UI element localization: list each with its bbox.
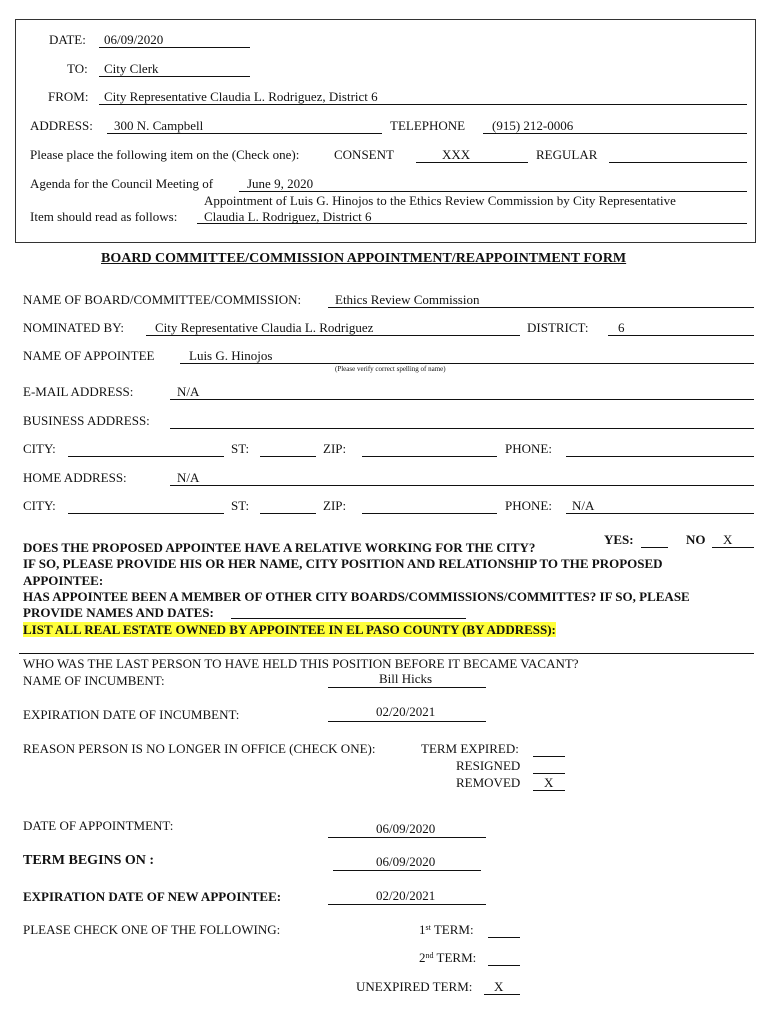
- from-value: City Representative Claudia L. Rodriguez, District 6: [104, 89, 378, 104]
- resigned-label: RESIGNED: [456, 758, 521, 773]
- business-field[interactable]: [170, 428, 754, 429]
- appointee-label: NAME OF APPOINTEE: [23, 348, 155, 363]
- first-term-field[interactable]: [488, 937, 520, 938]
- spelling-note: (Please verify correct spelling of name): [335, 365, 446, 373]
- removed-value: X: [544, 775, 554, 790]
- telephone-value: (915) 212-0006: [492, 118, 574, 133]
- new-exp-field[interactable]: [328, 904, 486, 905]
- place-item-label: Please place the following item on the (Check one):: [30, 147, 300, 162]
- regular-field[interactable]: [609, 162, 747, 163]
- district-label: DISTRICT:: [527, 320, 589, 335]
- email-label: E-MAIL ADDRESS:: [23, 384, 134, 399]
- phone-field[interactable]: [566, 456, 754, 457]
- to-label: TO:: [67, 61, 88, 76]
- st-field[interactable]: [260, 456, 316, 457]
- agenda-value: June 9, 2020: [247, 176, 314, 191]
- incumbent-exp-field[interactable]: [328, 721, 486, 722]
- relative-question: DOES THE PROPOSED APPOINTEE HAVE A RELATIVE WORKING FOR THE CITY?: [23, 540, 536, 555]
- zip2-label: ZIP:: [323, 498, 347, 513]
- from-field[interactable]: [99, 104, 747, 105]
- zip2-field[interactable]: [362, 513, 497, 514]
- telephone-label: TELEPHONE: [390, 118, 466, 133]
- term-begins-value: 06/09/2020: [376, 854, 436, 869]
- member-question-2: PROVIDE NAMES AND DATES:: [23, 605, 214, 620]
- incumbent-name-field[interactable]: [328, 687, 486, 688]
- city2-field[interactable]: [68, 513, 224, 514]
- member-question: HAS APPOINTEE BEEN A MEMBER OF OTHER CITY BOARDS/COMMISSIONS/COMMITTES? IF SO, PLEASE: [23, 589, 690, 604]
- term-begins-field[interactable]: [333, 870, 481, 871]
- from-label: FROM:: [48, 89, 89, 104]
- consent-field[interactable]: [416, 162, 528, 163]
- business-label: BUSINESS ADDRESS:: [23, 413, 150, 428]
- form-title: BOARD COMMITTEE/COMMISSION APPOINTMENT/REAPPOINTMENT FORM: [101, 251, 627, 266]
- phone2-value: N/A: [572, 498, 595, 513]
- home-field[interactable]: [170, 485, 754, 486]
- consent-value: XXX: [442, 147, 471, 162]
- incumbent-name-label: NAME OF INCUMBENT:: [23, 673, 165, 688]
- term-expired-field[interactable]: [533, 756, 565, 757]
- appointee-field[interactable]: [180, 363, 754, 364]
- to-value: City Clerk: [104, 61, 159, 76]
- district-value: 6: [618, 320, 625, 335]
- date-value: 06/09/2020: [104, 32, 164, 47]
- city2-label: CITY:: [23, 498, 56, 513]
- incumbent-name-value: Bill Hicks: [379, 671, 433, 686]
- read-as-line2: Claudia L. Rodriguez, District 6: [204, 209, 372, 224]
- phone2-field[interactable]: [566, 513, 754, 514]
- telephone-field[interactable]: [483, 133, 747, 134]
- new-exp-label: EXPIRATION DATE OF NEW APPOINTEE:: [23, 889, 282, 904]
- first-term-label: 1st TERM:: [419, 922, 474, 937]
- zip-field[interactable]: [362, 456, 497, 457]
- home-value: N/A: [177, 470, 200, 485]
- section-divider: [19, 653, 754, 654]
- reason-label: REASON PERSON IS NO LONGER IN OFFICE (CHECK ONE):: [23, 741, 376, 756]
- relative-question-3: APPOINTEE:: [23, 573, 104, 588]
- relative-question-2: IF SO, PLEASE PROVIDE HIS OR HER NAME, CITY POSITION AND RELATIONSHIP TO THE PROPOSED: [23, 556, 663, 571]
- st-label: ST:: [231, 441, 250, 456]
- new-exp-value: 02/20/2021: [376, 888, 436, 903]
- second-term-field[interactable]: [488, 965, 520, 966]
- home-label: HOME ADDRESS:: [23, 470, 127, 485]
- no-label: NO: [686, 532, 706, 547]
- appointee-value: Luis G. Hinojos: [189, 348, 273, 363]
- st2-label: ST:: [231, 498, 250, 513]
- appointment-date-field[interactable]: [328, 837, 486, 838]
- zip-label: ZIP:: [323, 441, 347, 456]
- consent-label: CONSENT: [334, 147, 394, 162]
- removed-field[interactable]: [533, 790, 565, 791]
- read-as-label: Item should read as follows:: [30, 209, 178, 224]
- nominated-field[interactable]: [146, 335, 520, 336]
- incumbent-exp-label: EXPIRATION DATE OF INCUMBENT:: [23, 707, 240, 722]
- agenda-field[interactable]: [239, 191, 747, 192]
- unexpired-field[interactable]: [484, 994, 520, 995]
- board-value: Ethics Review Commission: [335, 292, 480, 307]
- read-as-line1: Appointment of Luis G. Hinojos to the Ethics Review Commission by City Representative: [204, 193, 676, 208]
- to-field[interactable]: [99, 76, 250, 77]
- city-field[interactable]: [68, 456, 224, 457]
- yes-label: YES:: [604, 532, 634, 547]
- term-begins-label: TERM BEGINS ON :: [23, 853, 155, 868]
- resigned-field[interactable]: [533, 773, 565, 774]
- removed-label: REMOVED: [456, 775, 521, 790]
- city-label: CITY:: [23, 441, 56, 456]
- st2-field[interactable]: [260, 513, 316, 514]
- date-label: DATE:: [49, 32, 86, 47]
- term-expired-label: TERM EXPIRED:: [421, 741, 519, 756]
- date-field[interactable]: [99, 47, 250, 48]
- unexpired-label: UNEXPIRED TERM:: [356, 979, 473, 994]
- check-label: PLEASE CHECK ONE OF THE FOLLOWING:: [23, 922, 281, 937]
- yes-field[interactable]: [641, 547, 668, 548]
- email-value: N/A: [177, 384, 200, 399]
- regular-label: REGULAR: [536, 147, 598, 162]
- phone2-label: PHONE:: [505, 498, 552, 513]
- second-term-label: 2nd TERM:: [419, 950, 477, 965]
- board-label: NAME OF BOARD/COMMITTEE/COMMISSION:: [23, 292, 302, 307]
- board-field[interactable]: [328, 307, 754, 308]
- real-estate-question: LIST ALL REAL ESTATE OWNED BY APPOINTEE IN EL PASO COUNTY (BY ADDRESS):: [23, 622, 556, 637]
- address-field[interactable]: [107, 133, 382, 134]
- nominated-value: City Representative Claudia L. Rodriguez: [155, 320, 374, 335]
- unexpired-value: X: [494, 979, 504, 994]
- incumbent-exp-value: 02/20/2021: [376, 704, 436, 719]
- phone-label: PHONE:: [505, 441, 552, 456]
- last-person-question: WHO WAS THE LAST PERSON TO HAVE HELD THIS POSITION BEFORE IT BECAME VACANT?: [23, 656, 579, 671]
- address-value: 300 N. Campbell: [114, 118, 204, 133]
- no-value: X: [723, 532, 733, 547]
- agenda-label: Agenda for the Council Meeting of: [30, 176, 214, 191]
- nominated-label: NOMINATED BY:: [23, 320, 124, 335]
- address-label: ADDRESS:: [30, 118, 93, 133]
- email-field[interactable]: [170, 399, 754, 400]
- appointment-date-value: 06/09/2020: [376, 821, 436, 836]
- district-field[interactable]: [608, 335, 754, 336]
- no-field[interactable]: [712, 547, 754, 548]
- member-field[interactable]: [231, 618, 466, 619]
- appointment-date-label: DATE OF APPOINTMENT:: [23, 818, 174, 833]
